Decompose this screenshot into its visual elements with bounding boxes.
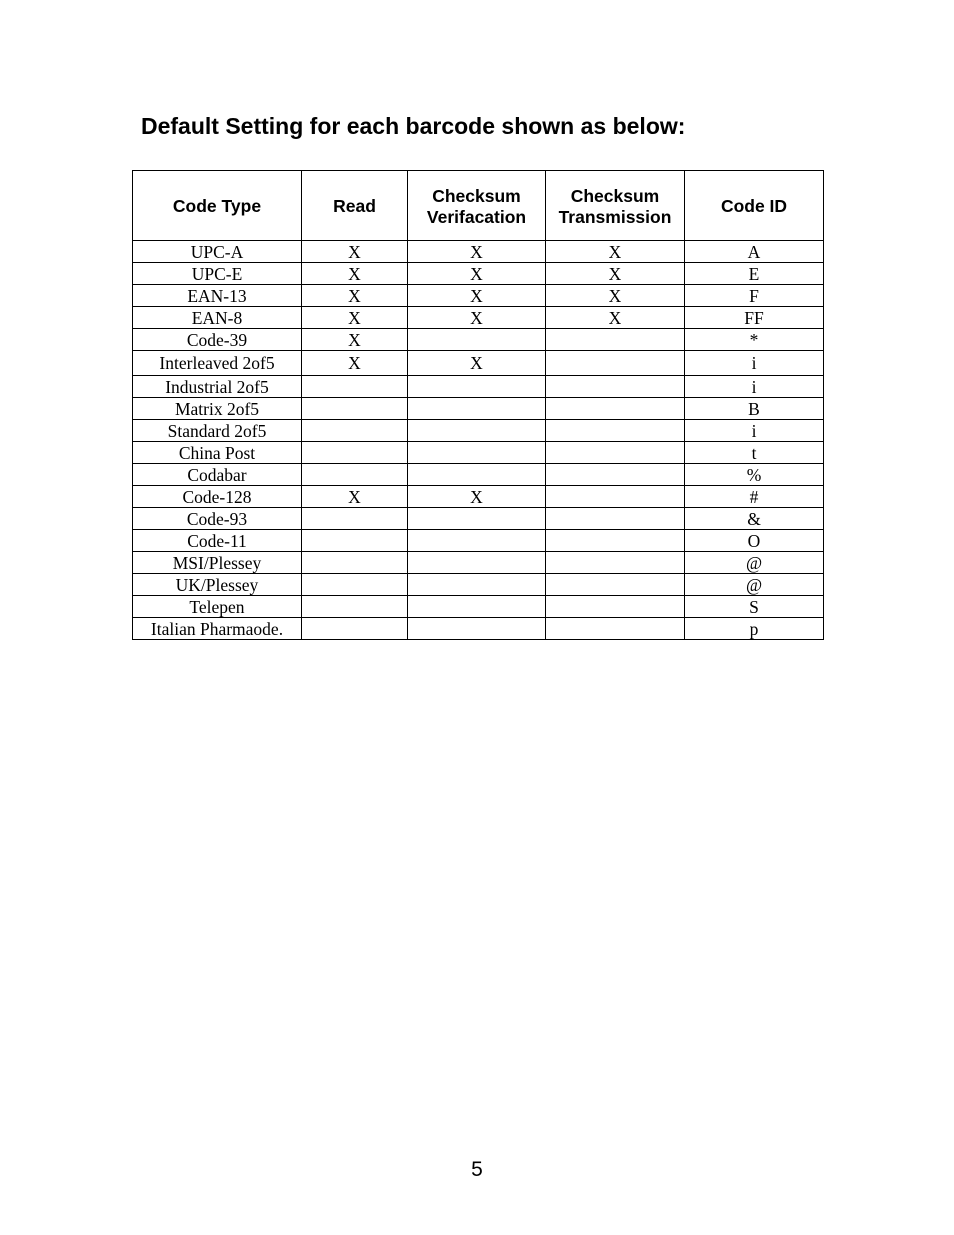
cell-code-type: Italian Pharmaode. [133, 618, 302, 640]
cell-read [302, 596, 408, 618]
cell-code-id: F [685, 285, 824, 307]
cell-code-type: EAN-13 [133, 285, 302, 307]
cell-checksum-verification [408, 618, 546, 640]
table-header-row [133, 171, 824, 241]
cell-code-type: Matrix 2of5 [133, 398, 302, 420]
cell-read [302, 420, 408, 442]
cell-code-id: * [685, 329, 824, 351]
cell-code-id: E [685, 263, 824, 285]
cell-checksum-verification: X [408, 263, 546, 285]
cell-checksum-verification: X [408, 285, 546, 307]
table-row [133, 464, 824, 486]
cell-read [302, 442, 408, 464]
cell-checksum-transmission: X [546, 263, 685, 285]
cell-code-type: UK/Plessey [133, 574, 302, 596]
cell-checksum-verification: X [408, 486, 546, 508]
cell-checksum-verification [408, 596, 546, 618]
cell-checksum-transmission [546, 618, 685, 640]
cell-code-type: Code-39 [133, 329, 302, 351]
cell-code-type: Industrial 2of5 [133, 376, 302, 398]
cell-code-type: UPC-A [133, 241, 302, 263]
table-row [133, 398, 824, 420]
cell-checksum-transmission [546, 398, 685, 420]
cell-code-id: @ [685, 574, 824, 596]
cell-read [302, 574, 408, 596]
header-code-type: Code Type [133, 171, 302, 241]
cell-code-id: t [685, 442, 824, 464]
cell-code-type: Telepen [133, 596, 302, 618]
cell-checksum-verification [408, 464, 546, 486]
cell-code-id: S [685, 596, 824, 618]
cell-read [302, 376, 408, 398]
cell-code-type: UPC-E [133, 263, 302, 285]
cell-checksum-transmission [546, 574, 685, 596]
cell-checksum-transmission: X [546, 241, 685, 263]
cell-checksum-transmission [546, 464, 685, 486]
cell-checksum-transmission [546, 508, 685, 530]
cell-read: X [302, 329, 408, 351]
table-row [133, 307, 824, 329]
table-row [133, 376, 824, 398]
cell-code-type: MSI/Plessey [133, 552, 302, 574]
cell-read: X [302, 307, 408, 329]
table-row [133, 241, 824, 263]
cell-read [302, 464, 408, 486]
cell-read [302, 552, 408, 574]
cell-code-id: FF [685, 307, 824, 329]
cell-code-id: i [685, 376, 824, 398]
cell-checksum-transmission [546, 596, 685, 618]
cell-code-type: China Post [133, 442, 302, 464]
cell-checksum-transmission [546, 442, 685, 464]
cell-checksum-verification [408, 398, 546, 420]
cell-read [302, 508, 408, 530]
cell-checksum-verification [408, 574, 546, 596]
header-checksum-verification: Checksum Verifacation [408, 171, 546, 241]
cell-read: X [302, 486, 408, 508]
cell-checksum-transmission [546, 486, 685, 508]
cell-read: X [302, 241, 408, 263]
cell-checksum-verification [408, 442, 546, 464]
cell-checksum-verification: X [408, 307, 546, 329]
table-row [133, 596, 824, 618]
cell-code-id: # [685, 486, 824, 508]
table-row [133, 618, 824, 640]
cell-code-id: & [685, 508, 824, 530]
cell-read: X [302, 351, 408, 376]
cell-code-id: @ [685, 552, 824, 574]
table-row [133, 351, 824, 376]
cell-checksum-transmission [546, 376, 685, 398]
cell-checksum-verification [408, 552, 546, 574]
cell-code-type: Interleaved 2of5 [133, 351, 302, 376]
cell-checksum-transmission: X [546, 285, 685, 307]
cell-checksum-transmission [546, 530, 685, 552]
table-row [133, 329, 824, 351]
table-row [133, 486, 824, 508]
cell-code-id: p [685, 618, 824, 640]
cell-checksum-verification [408, 329, 546, 351]
cell-code-id: O [685, 530, 824, 552]
cell-read [302, 398, 408, 420]
cell-read: X [302, 263, 408, 285]
cell-checksum-transmission [546, 420, 685, 442]
table-row [133, 552, 824, 574]
table-row [133, 442, 824, 464]
cell-code-type: Code-93 [133, 508, 302, 530]
cell-code-type: Code-128 [133, 486, 302, 508]
table-row [133, 574, 824, 596]
cell-read: X [302, 285, 408, 307]
cell-code-id: A [685, 241, 824, 263]
header-checksum-transmission: Checksum Transmission [546, 171, 685, 241]
table-row [133, 530, 824, 552]
header-code-id: Code ID [685, 171, 824, 241]
table-row [133, 263, 824, 285]
page-number: 5 [471, 1158, 483, 1181]
cell-checksum-transmission [546, 329, 685, 351]
cell-code-type: Standard 2of5 [133, 420, 302, 442]
cell-checksum-verification [408, 530, 546, 552]
cell-code-id: i [685, 351, 824, 376]
cell-read [302, 530, 408, 552]
table-row [133, 420, 824, 442]
cell-code-type: Code-11 [133, 530, 302, 552]
cell-code-type: Codabar [133, 464, 302, 486]
header-read: Read [302, 171, 408, 241]
cell-code-id: % [685, 464, 824, 486]
cell-checksum-verification: X [408, 241, 546, 263]
cell-read [302, 618, 408, 640]
table-row [133, 508, 824, 530]
cell-code-type: EAN-8 [133, 307, 302, 329]
cell-checksum-transmission [546, 351, 685, 376]
page-title: Default Setting for each barcode shown as below: [141, 113, 686, 139]
table-row [133, 285, 824, 307]
cell-code-id: B [685, 398, 824, 420]
barcode-default-settings-table [132, 170, 824, 640]
cell-checksum-verification [408, 508, 546, 530]
cell-checksum-transmission [546, 552, 685, 574]
cell-checksum-verification: X [408, 351, 546, 376]
cell-checksum-verification [408, 376, 546, 398]
cell-code-id: i [685, 420, 824, 442]
cell-checksum-verification [408, 420, 546, 442]
cell-checksum-transmission: X [546, 307, 685, 329]
